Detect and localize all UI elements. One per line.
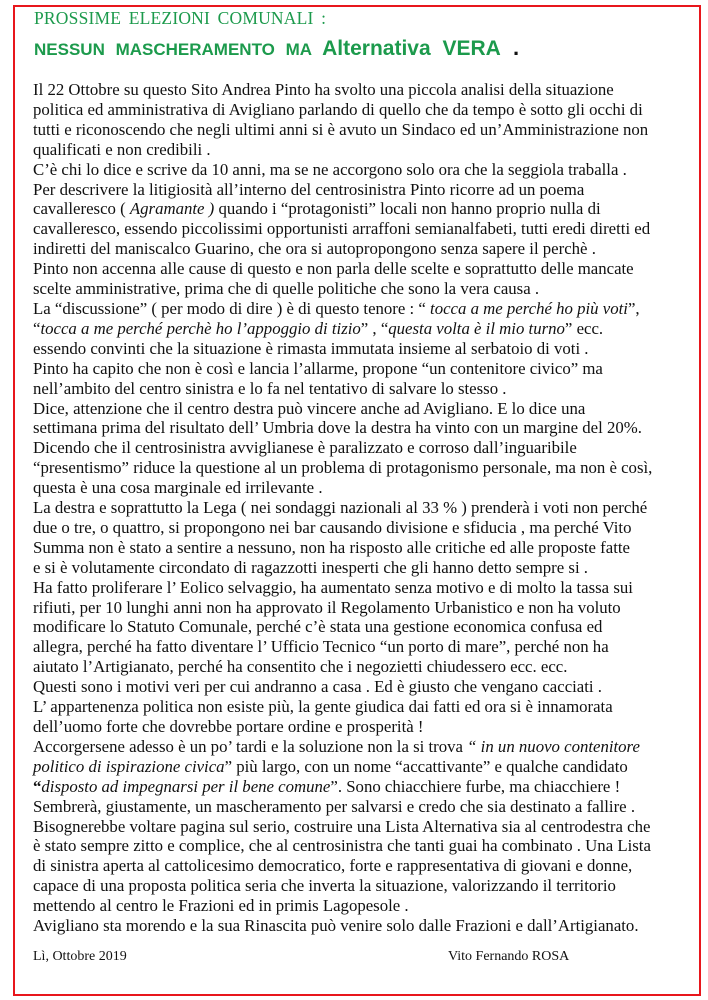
text-run: scelte amministrative, prima che di quelle politiche che sono la vera causa . — [33, 279, 540, 299]
body-line — [33, 598, 697, 618]
text-run: due o tre, o quattro, si propongono nei bar causando divisione e sfiducia , ma perché Vito — [33, 517, 632, 537]
text-run: modificare lo Statuto Comunale, perché c’è stata una gestione economica confusa ed — [33, 617, 603, 637]
text-run: di sinistra aperta al cattolicesimo democratico, forte e rappresentativa di giovani e donne, — [33, 856, 633, 876]
headline-part-2: Alternativa VERA — [322, 37, 501, 60]
text-run: ” , “ — [360, 318, 389, 338]
body-line — [33, 518, 697, 538]
text-run: quando i “protagonisti” locali non hanno proprio nulla di — [214, 199, 601, 219]
text-run: aiutato l’Artigianato, perché ha consentito che i negozietti chiudessero ecc. ecc. — [33, 657, 568, 677]
text-run: Bisognerebbe voltare pagina sul serio, costruire una Lista Alternativa sia al centrodestra che — [33, 816, 651, 836]
italic-run: questa volta è il mio turno — [388, 318, 565, 338]
body-line — [33, 916, 697, 936]
body-line — [33, 637, 697, 657]
body-line — [33, 717, 697, 737]
article-content — [33, 80, 697, 968]
text-run: e si è volutamente circondato di ragazzotti inesperti che gli hanno detto sempre si . — [33, 557, 588, 577]
text-run: questa è una cosa marginale ed irrilevante . — [33, 478, 323, 498]
text-run: La “discussione” ( per modo di dire ) è di questo tenore : “ — [33, 298, 431, 318]
body-line — [33, 259, 697, 279]
italic-run: tocca a me perché perchè ho l’appoggio di tizio — [40, 318, 361, 338]
body-line — [33, 777, 697, 797]
text-run: ”, — [627, 298, 640, 318]
body-line — [33, 498, 697, 518]
bold-quote: “ — [33, 776, 42, 796]
text-run: indiretti del maniscalco Guarino, che ora si autopropongono senza sapere il perchè . — [33, 239, 596, 259]
body-line — [33, 120, 697, 140]
author-signature: Vito Fernando ROSA — [448, 948, 570, 964]
text-run: capace di una proposta politica seria che inverta la situazione, valorizzando il territorio — [33, 876, 616, 896]
headline-kicker: PROSSIME ELEZIONI COMUNALI : — [34, 8, 327, 28]
text-run: ” ecc. — [564, 318, 604, 338]
body-line — [33, 140, 697, 160]
body-line — [33, 279, 697, 299]
headline-period: . — [500, 35, 520, 60]
text-run: ” più largo, con un nome “accattivante” e qualche candidato — [224, 756, 628, 776]
body-line — [33, 379, 697, 399]
place-and-date: Lì, Ottobre 2019 — [33, 948, 127, 964]
text-run: mettendo al centro le Frazioni ed in primis Lagopesole . — [33, 896, 409, 916]
text-run: nell’ambito del centro sinistra e lo fa nel tentativo di salvare lo stesso . — [33, 378, 507, 398]
body-line — [33, 458, 697, 478]
body-line — [33, 299, 697, 319]
body-line — [33, 180, 697, 200]
italic-run: disposto ad impegnarsi per il bene comune — [41, 776, 331, 796]
text-run: ”. Sono chiacchiere furbe, ma chiacchiere ! — [330, 776, 621, 796]
text-run: “ — [33, 318, 41, 338]
body-line — [33, 199, 697, 219]
headline — [34, 35, 519, 61]
italic-run: politico di ispirazione civica — [33, 756, 225, 776]
text-run: Pinto ha capito che non è così e lancia l’allarme, propone “un contenitore civico” ma — [33, 358, 603, 378]
text-run: Summa non è stato a sentire a nessuno, non ha risposto alle critiche ed alle proposte fatte — [33, 537, 630, 557]
body-line — [33, 797, 697, 817]
text-run: Avigliano sta morendo e la sua Rinascita può venire solo dalle Frazioni e dall’Artigianato. — [33, 916, 639, 936]
body-line — [33, 856, 697, 876]
body-line — [33, 876, 697, 896]
body-line — [33, 617, 697, 637]
body-line — [33, 100, 697, 120]
text-run: Accorgersene adesso è un po’ tardi e la soluzione non la si trova — [33, 736, 468, 756]
body-line — [33, 359, 697, 379]
body-line — [33, 737, 697, 757]
body-line — [33, 438, 697, 458]
italic-run: “ in un nuovo contenitore — [467, 736, 640, 756]
headline-part-1: NESSUN MASCHERAMENTO MA — [34, 40, 323, 59]
text-run: rifiuti, per 10 lunghi anni non ha approvato il Regolamento Urbanistico e non ha voluto — [33, 597, 621, 617]
body-line — [33, 399, 697, 419]
article-footer — [33, 948, 697, 968]
body-line — [33, 80, 697, 100]
text-run: settimana prima del risultato dell’ Umbria dove la destra ha vinto con un margine del 20%. — [33, 418, 642, 438]
text-run: Dice, attenzione che il centro destra può vincere anche ad Avigliano. E lo dice una — [33, 398, 586, 418]
body-line — [33, 836, 697, 856]
body-line — [33, 219, 697, 239]
text-run: allegra, perché ha fatto diventare l’ Ufficio Tecnico “un porto di mare”, perché non ha — [33, 637, 609, 657]
body-line — [33, 538, 697, 558]
text-run: L’ appartenenza politica non esiste più, la gente giudica dai fatti ed ora si è innamorata — [33, 697, 613, 717]
text-run: Questi sono i motivi veri per cui andranno a casa . Ed è giusto che vengano cacciati . — [33, 677, 602, 697]
body-line — [33, 160, 697, 180]
text-run: Sembrerà, giustamente, un mascheramento per salvarsi e credo che sia destinato a fallire . — [33, 796, 636, 816]
text-run: essendo convinti che la situazione è rimasta immutata insieme al serbatoio di voti . — [33, 338, 589, 358]
text-run: politica ed amministrativa di Avigliano parlando di quello che da tempo è sotto gli occhi di — [33, 99, 643, 119]
body-line — [33, 757, 697, 777]
text-run: tutti e riconoscendo che negli ultimi anni si è avuto un Sindaco ed un’Amministrazione non — [33, 119, 649, 139]
text-run: è stato sempre zitto e complice, che al centrosinistra che tanti guai ha combinato . Una Lista — [33, 836, 651, 856]
body-line — [33, 339, 697, 359]
text-run: Pinto non accenna alle cause di questo e non parla delle scelte e soprattutto delle mancate — [33, 259, 634, 279]
article-body — [33, 80, 697, 936]
text-run: Ha fatto proliferare l’ Eolico selvaggio, ha aumentato senza motivo e di molto la tassa sui — [33, 577, 633, 597]
body-line — [33, 677, 697, 697]
text-run: Per descrivere la litigiosità all’interno del centrosinistra Pinto ricorre ad un poema — [33, 179, 585, 199]
body-line — [33, 319, 697, 339]
text-run: cavalleresco ( — [33, 199, 130, 219]
text-run: qualificati e non credibili . — [33, 139, 211, 159]
body-line — [33, 657, 697, 677]
body-line — [33, 697, 697, 717]
italic-run: Agramante ) — [129, 199, 215, 219]
text-run: cavalleresco, essendo piccolissimi opportunisti arraffoni semianalfabeti, tutti eredi diretti ed — [33, 219, 651, 239]
text-run: Dicendo che il centrosinistra avviglianese è paralizzato e corroso dall’inguaribile — [33, 438, 577, 458]
italic-run: tocca a me perché ho più voti — [430, 298, 628, 318]
body-line — [33, 478, 697, 498]
text-run: dell’uomo forte che dovrebbe portare ordine e prosperità ! — [33, 717, 424, 736]
body-line — [33, 418, 697, 438]
body-line — [33, 896, 697, 916]
text-run: C’è chi lo dice e scrive da 10 anni, ma se ne accorgono solo ora che la seggiola traballa . — [33, 159, 627, 179]
body-line — [33, 578, 697, 598]
body-line — [33, 239, 697, 259]
body-line — [33, 817, 697, 837]
text-run: “presentismo” riduce la questione al un problema di protagonismo personale, ma non è così, — [33, 458, 653, 478]
text-run: La destra e soprattutto la Lega ( nei sondaggi nazionali al 33 % ) prenderà i voti non perché — [33, 498, 648, 518]
text-run: Il 22 Ottobre su questo Sito Andrea Pinto ha svolto una piccola analisi della situazione — [33, 80, 614, 99]
body-line — [33, 558, 697, 578]
